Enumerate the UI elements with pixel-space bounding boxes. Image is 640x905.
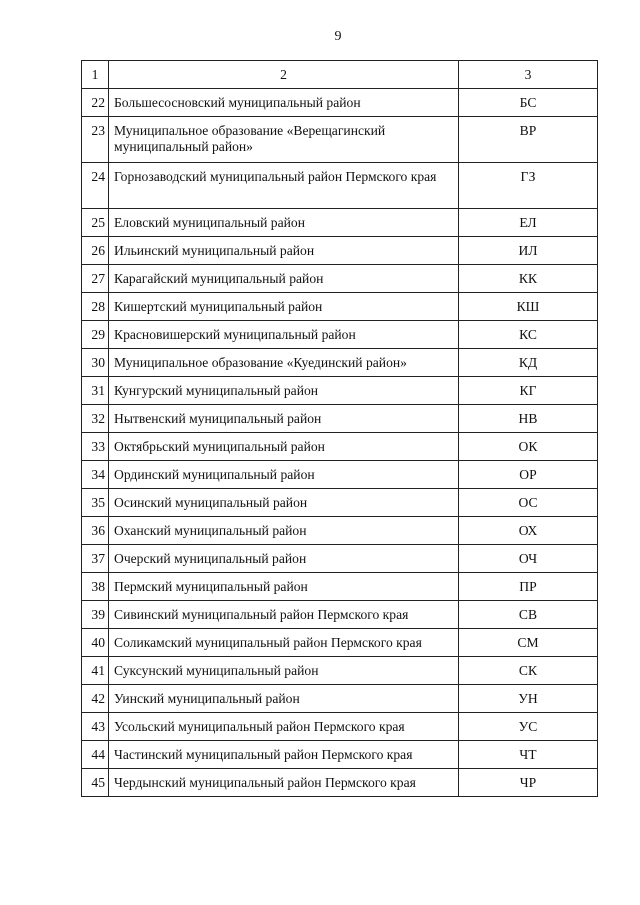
row-number: 26 <box>82 237 109 265</box>
district-name: Кунгурский муниципальный район <box>109 377 459 405</box>
table-row <box>82 117 598 163</box>
table-row <box>82 629 598 657</box>
district-code: КС <box>459 321 598 349</box>
district-name: Горнозаводский муниципальный район Пермского края <box>109 163 459 209</box>
row-number: 34 <box>82 461 109 489</box>
district-code: ОС <box>459 489 598 517</box>
district-name: Уинский муниципальный район <box>109 685 459 713</box>
district-code: КД <box>459 349 598 377</box>
district-code: ЕЛ <box>459 209 598 237</box>
district-name: Частинский муниципальный район Пермского края <box>109 741 459 769</box>
row-number: 29 <box>82 321 109 349</box>
row-number: 40 <box>82 629 109 657</box>
district-name: Кишертский муниципальный район <box>109 293 459 321</box>
district-name: Оханский муниципальный район <box>109 517 459 545</box>
district-name: Красновишерский муниципальный район <box>109 321 459 349</box>
table-row <box>82 293 598 321</box>
row-number: 30 <box>82 349 109 377</box>
row-number: 27 <box>82 265 109 293</box>
table-row <box>82 433 598 461</box>
district-name: Сивинский муниципальный район Пермского края <box>109 601 459 629</box>
table-row <box>82 769 598 797</box>
district-code: СМ <box>459 629 598 657</box>
district-code: СВ <box>459 601 598 629</box>
district-name: Очерский муниципальный район <box>109 545 459 573</box>
district-name: Соликамский муниципальный район Пермского края <box>109 629 459 657</box>
row-number: 39 <box>82 601 109 629</box>
district-code: ОЧ <box>459 545 598 573</box>
table-row <box>82 657 598 685</box>
district-name: Большесосновский муниципальный район <box>109 89 459 117</box>
district-name: Пермский муниципальный район <box>109 573 459 601</box>
district-name: Еловский муниципальный район <box>109 209 459 237</box>
table-row <box>82 405 598 433</box>
table-row <box>82 601 598 629</box>
row-number: 23 <box>82 117 109 163</box>
column-header-number: 1 <box>82 61 109 89</box>
district-name: Чердынский муниципальный район Пермского края <box>109 769 459 797</box>
page-number: 9 <box>334 29 342 44</box>
district-name: Нытвенский муниципальный район <box>109 405 459 433</box>
row-number: 22 <box>82 89 109 117</box>
row-number: 35 <box>82 489 109 517</box>
row-number: 24 <box>82 163 109 209</box>
district-code: КГ <box>459 377 598 405</box>
district-name: Усольский муниципальный район Пермского края <box>109 713 459 741</box>
table-row <box>82 89 598 117</box>
district-code: КШ <box>459 293 598 321</box>
district-name: Муниципальное образование «Верещагинский муниципальный район» <box>109 117 459 163</box>
column-header-code: 3 <box>459 61 598 89</box>
district-code: ЧТ <box>459 741 598 769</box>
district-name: Осинский муниципальный район <box>109 489 459 517</box>
district-code: ПР <box>459 573 598 601</box>
table-row <box>82 573 598 601</box>
district-code: НВ <box>459 405 598 433</box>
table-header-row <box>82 61 598 89</box>
district-name: Ординский муниципальный район <box>109 461 459 489</box>
district-code: БС <box>459 89 598 117</box>
table-row <box>82 461 598 489</box>
district-code: ВР <box>459 117 598 163</box>
district-code: ОР <box>459 461 598 489</box>
table-row <box>82 741 598 769</box>
row-number: 37 <box>82 545 109 573</box>
row-number: 32 <box>82 405 109 433</box>
table-row <box>82 265 598 293</box>
table-row <box>82 349 598 377</box>
district-name: Октябрьский муниципальный район <box>109 433 459 461</box>
row-number: 45 <box>82 769 109 797</box>
district-code: ОХ <box>459 517 598 545</box>
row-number: 33 <box>82 433 109 461</box>
district-name: Суксунский муниципальный район <box>109 657 459 685</box>
table-row <box>82 713 598 741</box>
table-row <box>82 321 598 349</box>
row-number: 42 <box>82 685 109 713</box>
table-row <box>82 489 598 517</box>
district-code: ОК <box>459 433 598 461</box>
table-row <box>82 545 598 573</box>
row-number: 44 <box>82 741 109 769</box>
district-code: ЧР <box>459 769 598 797</box>
table-row <box>82 163 598 209</box>
district-name: Ильинский муниципальный район <box>109 237 459 265</box>
row-number: 28 <box>82 293 109 321</box>
district-code: СК <box>459 657 598 685</box>
row-number: 36 <box>82 517 109 545</box>
district-code: УС <box>459 713 598 741</box>
table-row <box>82 517 598 545</box>
column-header-name: 2 <box>109 61 459 89</box>
table-row <box>82 685 598 713</box>
municipal-codes-table <box>81 60 598 797</box>
district-code: ГЗ <box>459 163 598 209</box>
row-number: 43 <box>82 713 109 741</box>
district-name: Муниципальное образование «Куединский район» <box>109 349 459 377</box>
table-row <box>82 377 598 405</box>
table-row <box>82 237 598 265</box>
row-number: 31 <box>82 377 109 405</box>
district-code: КК <box>459 265 598 293</box>
district-name: Карагайский муниципальный район <box>109 265 459 293</box>
row-number: 38 <box>82 573 109 601</box>
table-row <box>82 209 598 237</box>
row-number: 25 <box>82 209 109 237</box>
row-number: 41 <box>82 657 109 685</box>
district-code: УН <box>459 685 598 713</box>
district-code: ИЛ <box>459 237 598 265</box>
